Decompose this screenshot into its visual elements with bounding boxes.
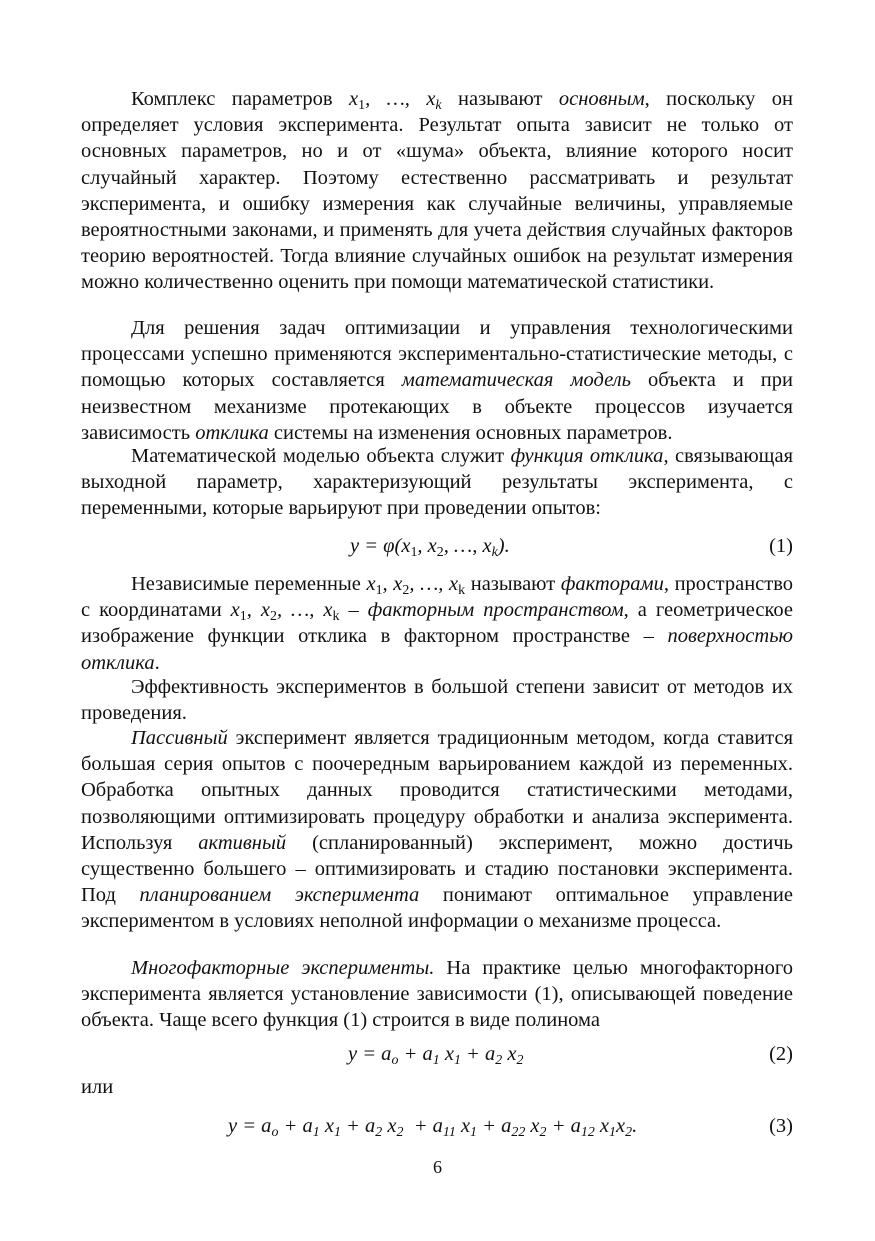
text: понимают оптимальное управление экспериментом в условиях неполной информации о механизме процесса. xyxy=(81,884,793,933)
text: Комплекс параметров xyxy=(131,88,349,110)
formula-1-number: (1) xyxy=(769,535,793,557)
text: (спланированный) эксперимент, можно достичь существенно большего – оптимизировать и стадию постановки эксперимента. Под xyxy=(81,831,793,907)
term-otklik: отклика xyxy=(195,421,269,444)
text: , а геометрическое изображение функции отклика в факторном пространстве – xyxy=(81,599,794,648)
text: эксперимент является традиционным методом, когда ставится большая серия опытов с поочередным варьированием каждой из переменных. Обработка опытных данных проводится статистическими методами, позволяющими оптимизировать процедуру обработки и анализа эксперимента. Используя xyxy=(81,727,793,854)
text: , связывающая выходной параметр, характеризующий результаты эксперимента, с переменными, которые варьируют при проведении опытов: xyxy=(81,445,793,520)
formula-3: $y = a_o + a_1$ $x_1 + a_2$ $x_2 + a_{11}$ $x_1 + a_{22}$ $x_2 + a_{12}$ $x_1x_2$. xyxy=(228,1115,638,1140)
formula-2-number: (2) xyxy=(769,1043,793,1065)
formula-3-number: (3) xyxy=(769,1115,793,1137)
term-active: активный xyxy=(198,831,287,854)
connector-word: или xyxy=(81,1076,114,1098)
term-passive: Пассивный xyxy=(131,727,228,749)
text: На практике целью многофакторного эксперимента является установление зависимости (1), описывающей поведение объекта. Чаще всего функция (1) строится в виде полинома xyxy=(81,957,793,1032)
var-x1-x2-xk: $x_1$, $x_2$, …, $x_k$ xyxy=(366,573,466,598)
formula-2: $y = a_o + a_1$ $x_1 + a_2$ $x_2$ xyxy=(348,1043,524,1068)
paragraph-4 xyxy=(81,571,793,676)
text: объекта и при неизвестном механизме протекающих в объекте процессов изучается зависимость xyxy=(81,369,793,444)
paragraph-3 xyxy=(81,443,793,522)
term-planning: планированием эксперимента xyxy=(139,884,420,907)
paragraph-7 xyxy=(81,955,793,1034)
term-function-otklik: функция отклика xyxy=(510,445,664,467)
term-math-model: математическая модель xyxy=(401,369,631,392)
paragraph-6 xyxy=(81,725,793,935)
text: , поскольку он определяет условия эксперимента. Результат опыта зависит не только от основных параметров, но и от «шума» объекта, влияние которого носит случайный характер. Поэтому естественно рассматривать и результат эксперимента, и ошибку измерения как случайные величины, управляемые вероятностными законами, и применять для учета действия случайных факторов теорию вероятностей. Тогда влияние случайных ошибок на результат измерения можно количественно оценить при помощи математической статистики. xyxy=(81,88,794,294)
page-number: 6 xyxy=(433,1157,442,1177)
formula-1: $y = \varphi(x_1$, $x_2$, …, $x_k$). xyxy=(350,535,510,560)
text: Независимые переменные xyxy=(131,573,367,595)
text: – xyxy=(339,599,368,622)
text: Эффективность экспериментов в большой степени зависит от методов их проведения. xyxy=(81,676,793,725)
paragraph-5 xyxy=(81,674,793,726)
paragraph-1 xyxy=(81,86,793,296)
term-multifactor: Многофакторные эксперименты. xyxy=(131,957,435,979)
text: Математической моделью объекта служит xyxy=(131,445,511,467)
paragraph-2 xyxy=(81,315,793,446)
text: , пространство с координатами xyxy=(81,573,794,622)
term-osnovnym: основным xyxy=(558,88,645,110)
term-factors: факторами xyxy=(560,573,664,595)
var-x1-x2-xk: $x_1$, $x_2$, …, $x_k$ xyxy=(230,599,340,625)
text: Для решения задач оптимизации и управления технологическими процессами успешно применяются экспериментально-статистические методы, с помощью которых составляется xyxy=(81,317,793,392)
term-response-surface: поверхностью отклика xyxy=(81,625,793,674)
term-factor-space: факторным пространством xyxy=(367,599,624,622)
text: называют xyxy=(441,88,559,110)
text: называют xyxy=(465,573,561,595)
text: системы на изменения основных параметров. xyxy=(268,421,673,444)
text: . xyxy=(154,651,160,674)
var-x1-xk: $x_1$, …, $x_k$ xyxy=(348,88,442,113)
